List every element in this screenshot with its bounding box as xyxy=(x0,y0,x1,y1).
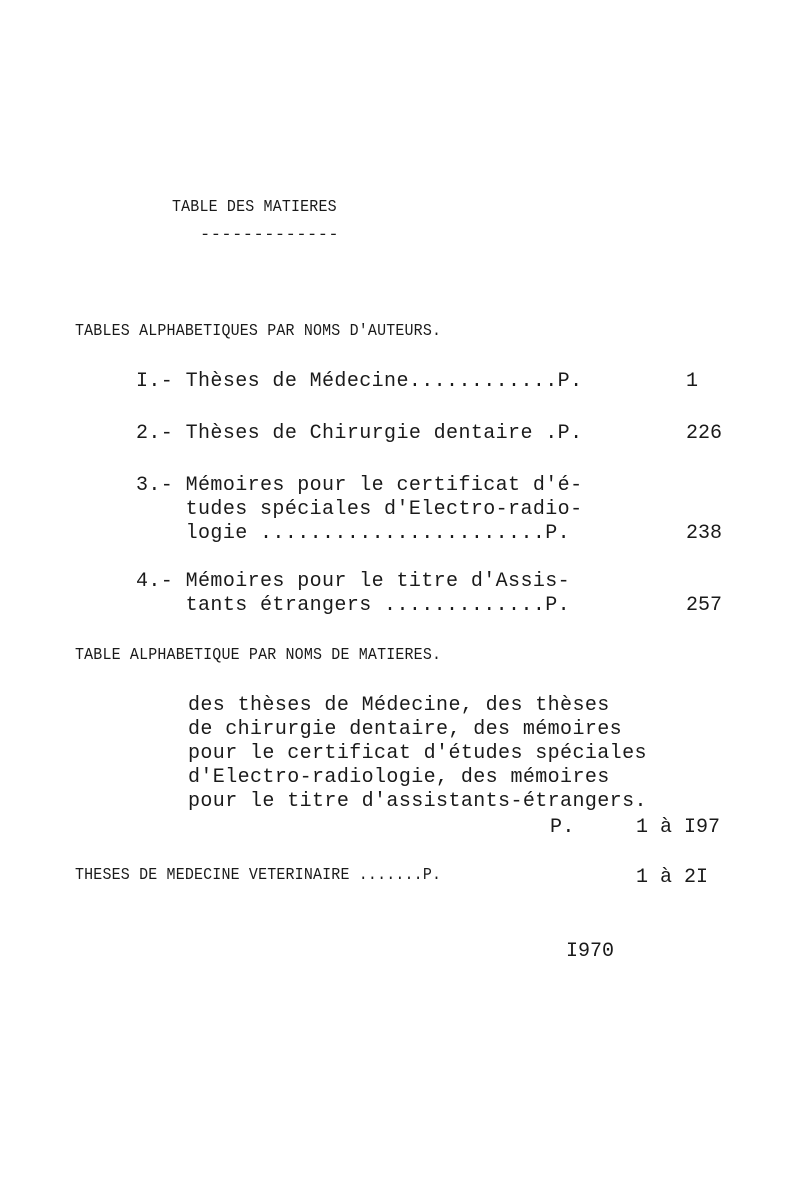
toc-entry-page: 1 xyxy=(686,370,699,393)
toc-entry-line: 4.- Mémoires pour le titre d'Assis- xyxy=(136,570,571,593)
description-line: des thèses de Médecine, des thèses xyxy=(188,694,610,717)
page-range: 1 à 2I xyxy=(636,866,709,889)
section-heading-veterinary: THESES DE MEDECINE VETERINAIRE .......P. xyxy=(75,866,442,885)
description-line: d'Electro-radiologie, des mémoires xyxy=(188,766,610,789)
toc-entry-line: tudes spéciales d'Electro-radio- xyxy=(136,498,583,521)
section-heading-authors: TABLES ALPHABETIQUES PAR NOMS D'AUTEURS. xyxy=(75,322,442,341)
section-heading-subjects: TABLE ALPHABETIQUE PAR NOMS DE MATIERES. xyxy=(75,646,442,665)
toc-entry-page: 238 xyxy=(686,522,723,545)
title-underline: ------------- xyxy=(200,226,340,245)
description-line: pour le titre d'assistants-étrangers. xyxy=(188,790,647,813)
page-title: TABLE DES MATIERES xyxy=(172,198,337,217)
page-range: 1 à I97 xyxy=(636,816,721,839)
description-line: pour le certificat d'études spéciales xyxy=(188,742,647,765)
toc-entry-line: I.- Thèses de Médecine............P. xyxy=(136,370,583,393)
toc-entry-line: logie .......................P. xyxy=(136,522,571,545)
page-ref-label: P. xyxy=(550,816,575,839)
toc-entry-line: 2.- Thèses de Chirurgie dentaire .P. xyxy=(136,422,583,445)
toc-entry-line: tants étrangers .............P. xyxy=(136,594,571,617)
toc-entry-page: 257 xyxy=(686,594,723,617)
description-line: de chirurgie dentaire, des mémoires xyxy=(188,718,623,741)
toc-entry-line: 3.- Mémoires pour le certificat d'é- xyxy=(136,474,583,497)
year-label: I970 xyxy=(566,940,615,963)
toc-entry-page: 226 xyxy=(686,422,723,445)
